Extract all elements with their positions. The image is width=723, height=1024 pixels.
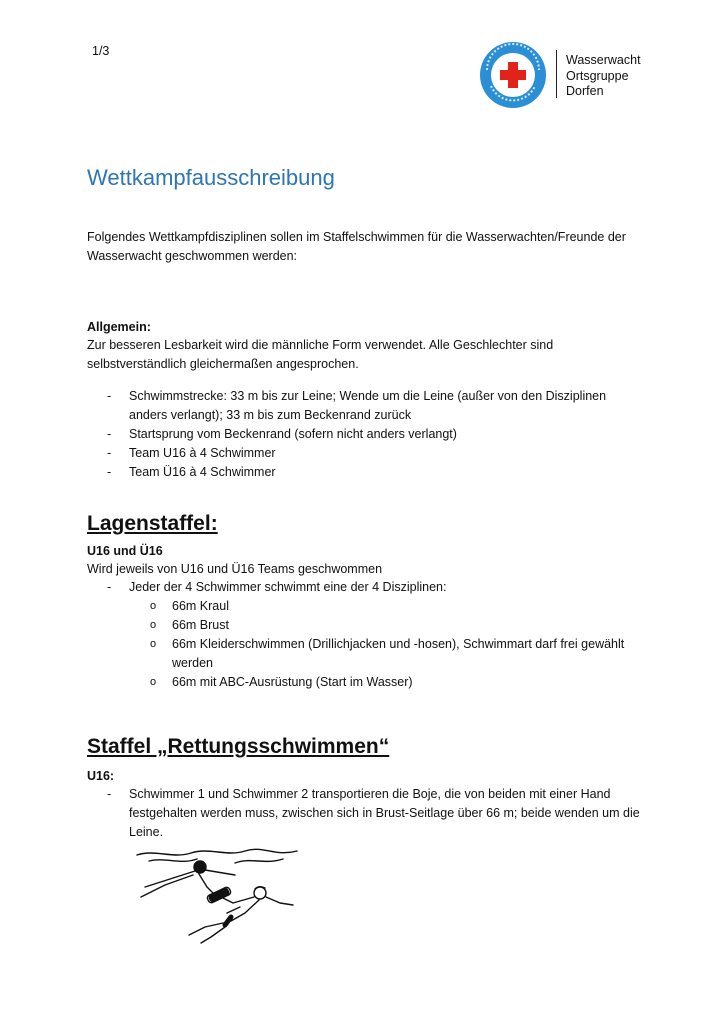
list-item: - Team Ü16 à 4 Schwimmer	[87, 463, 647, 482]
logo-divider	[556, 50, 557, 98]
allgemein-heading: Allgemein:	[87, 320, 151, 334]
discipline-item: o 66m Brust	[87, 616, 647, 635]
allgemein-list	[87, 387, 647, 482]
list-item: - Startsprung vom Beckenrand (sofern nicht anders verlangt)	[87, 425, 647, 444]
document-title: Wettkampfausschreibung	[87, 165, 335, 190]
rettungsschwimmen-subheading: U16:	[87, 769, 115, 783]
wasserwacht-logo	[478, 40, 548, 110]
discipline-item: o 66m mit ABC-Ausrüstung (Start im Wasser)	[87, 673, 647, 692]
list-item: - Schwimmer 1 und Schwimmer 2 transportieren die Boje, die von beiden mit einer Hand festgehalten werden muss, zwischen sich in Brust-Seitlage über 66 m; beide wenden um die Leine.	[87, 785, 647, 842]
lagenstaffel-heading: Lagenstaffel:	[87, 512, 218, 535]
discipline-item: o 66m Kraul	[87, 597, 647, 616]
lagenstaffel-subheading: U16 und Ü16	[87, 544, 163, 558]
discipline-list	[87, 597, 647, 692]
rettungsschwimmen-heading: Staffel „Rettungsschwimmen“	[87, 735, 390, 758]
allgemein-text: Zur besseren Lesbarkeit wird die männliche Form verwendet. Alle Geschlechter sind selbstverständlich gleichermaßen angesprochen.	[87, 338, 554, 371]
page-number: 1/3	[92, 44, 110, 58]
lagenstaffel-list	[87, 578, 647, 597]
intro-paragraph: Folgendes Wettkampfdisziplinen sollen im Staffelschwimmen für die Wasserwachten/Freunde der Wasserwacht geschwommen werden:	[87, 230, 626, 263]
list-item: - Jeder der 4 Schwimmer schwimmt eine der 4 Disziplinen:	[87, 578, 647, 597]
list-item: - Schwimmstrecke: 33 m bis zur Leine; Wende um die Leine (außer von den Disziplinen anders verlangt); 33 m bis zum Beckenrand zurück	[87, 387, 647, 425]
list-item: - Team U16 à 4 Schwimmer	[87, 444, 647, 463]
organization-name: Wasserwacht Ortsgruppe Dorfen	[566, 53, 641, 98]
swimmers-illustration	[135, 845, 300, 945]
lagenstaffel-text: Wird jeweils von U16 und Ü16 Teams geschwommen	[87, 562, 383, 576]
discipline-item: o 66m Kleiderschwimmen (Drillichjacken und -hosen), Schwimmart darf frei gewählt werden	[87, 635, 647, 673]
rettungsschwimmen-list	[87, 785, 647, 842]
